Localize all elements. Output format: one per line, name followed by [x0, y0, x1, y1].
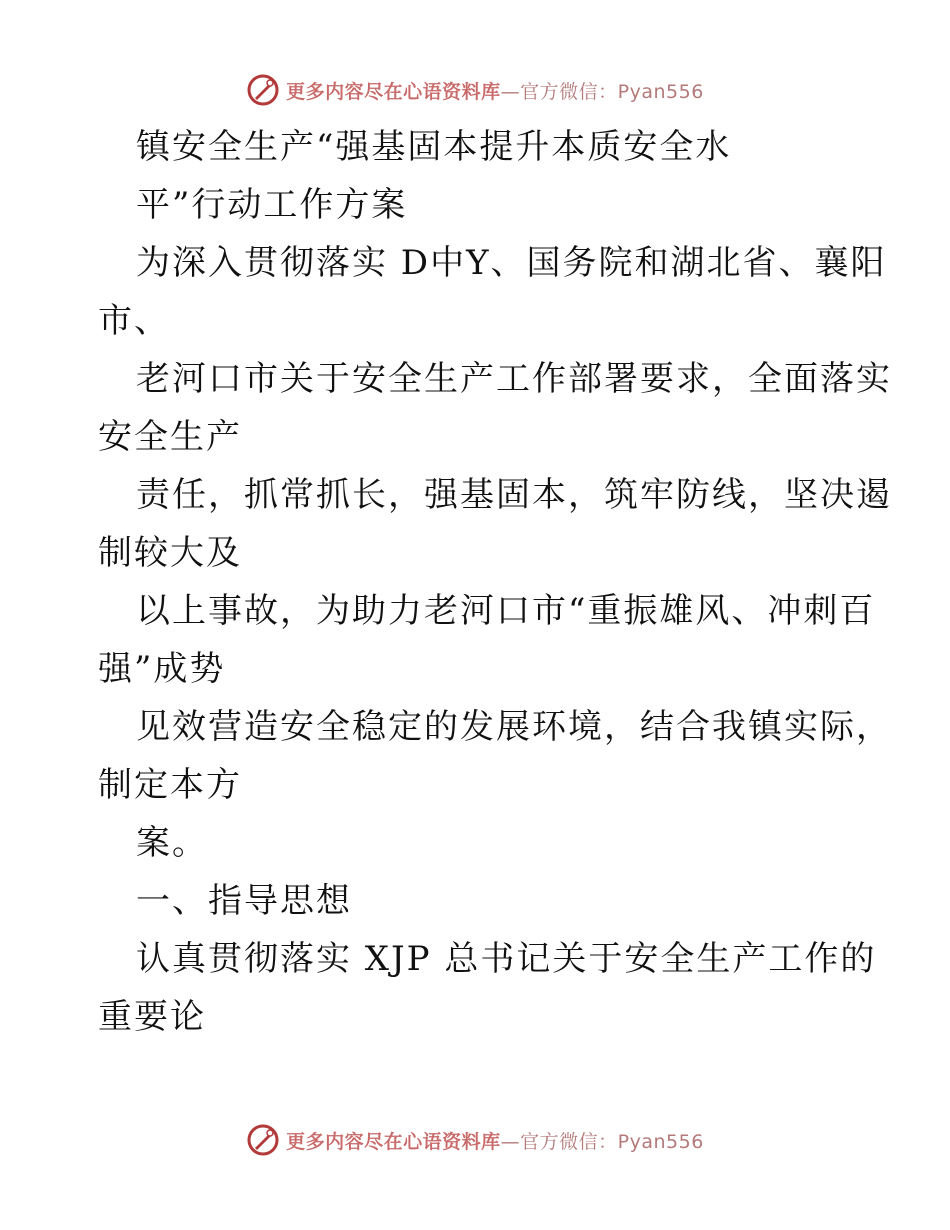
watermark-main-text: 更多内容尽在心语资料库 — [286, 80, 501, 103]
pen-logo-icon — [246, 1123, 280, 1157]
doc-line: 市、 — [98, 301, 170, 341]
doc-line: 平”行动工作方案 — [136, 185, 408, 225]
doc-line: 责任，抓常抓长，强基固本，筑牢防线，坚决遏 — [136, 475, 892, 515]
document-body — [98, 118, 892, 1046]
watermark-sub-text: —官方微信：Pyan556 — [500, 80, 704, 103]
watermark-footer — [0, 1120, 950, 1160]
doc-line: 见效营造安全稳定的发展环境，结合我镇实际， — [136, 707, 892, 747]
doc-line: 镇安全生产“强基固本提升本质安全水 — [136, 127, 732, 167]
watermark-main-text: 更多内容尽在心语资料库 — [286, 1130, 501, 1153]
watermark-header — [0, 70, 950, 110]
doc-line: 案。 — [136, 823, 208, 863]
doc-line: 强”成势 — [98, 649, 226, 689]
doc-line: 为深入贯彻落实 D中Y、国务院和湖北省、襄阳 — [136, 243, 887, 283]
section-heading: 一、指导思想 — [136, 881, 352, 921]
doc-line: 制较大及 — [98, 533, 242, 573]
pen-logo-icon — [246, 73, 280, 107]
doc-line: 安全生产 — [98, 417, 242, 457]
watermark-sub-text: —官方微信：Pyan556 — [500, 1130, 704, 1153]
doc-line: 老河口市关于安全生产工作部署要求，全面落实 — [136, 359, 892, 399]
doc-line: 重要论 — [98, 997, 206, 1037]
doc-line: 制定本方 — [98, 765, 242, 805]
doc-line: 认真贯彻落实 XJP 总书记关于安全生产工作的 — [136, 939, 877, 979]
doc-line: 以上事故，为助力老河口市“重振雄风、冲刺百 — [136, 591, 876, 631]
